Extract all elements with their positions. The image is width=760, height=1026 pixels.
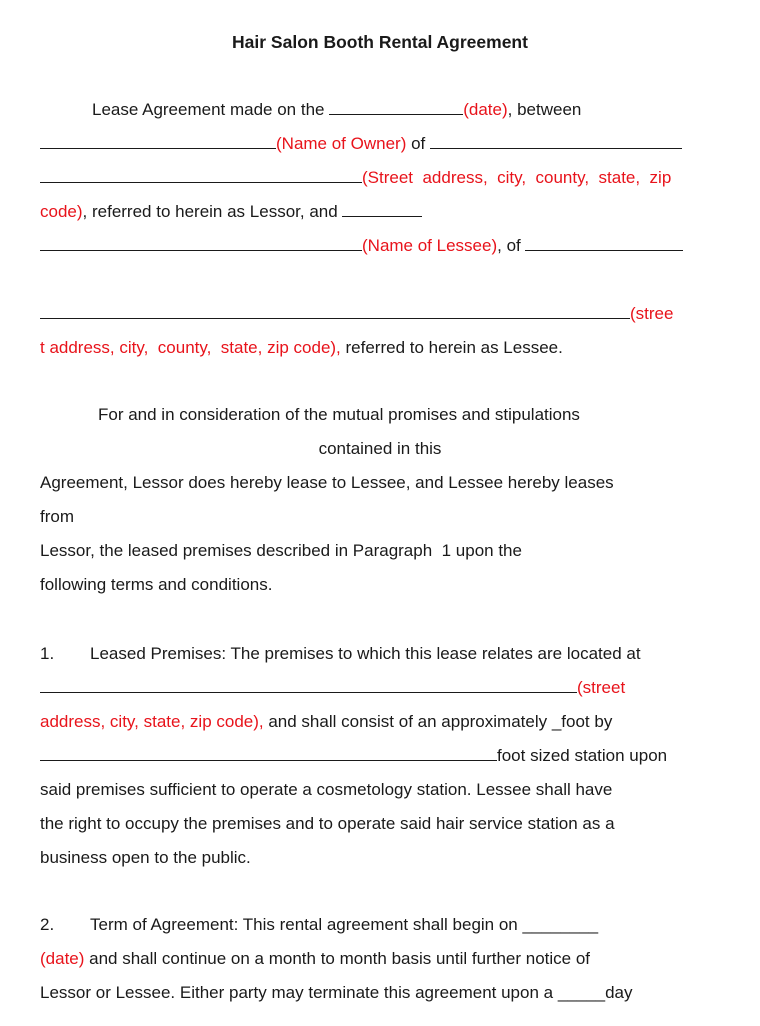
owner-address-placeholder: (Street address, city, county, state, zip <box>362 168 672 187</box>
consideration-line-2: contained in this <box>318 439 442 458</box>
consideration-line-4: from <box>40 507 74 526</box>
lessor-and-blank[interactable] <box>342 202 422 217</box>
section-2-heading: Term of Agreement: This rental agreement shall begin on ________ <box>90 915 599 934</box>
section-2-line-3: Lessor or Lessee. Either party may terminate this agreement upon a _____day <box>40 983 633 1002</box>
intro-line-3 <box>40 168 671 188</box>
consideration-line-6: following terms and conditions. <box>40 575 273 594</box>
consideration-line-1: For and in consideration of the mutual promises and stipulations <box>98 405 580 424</box>
section-1-line-2 <box>40 678 625 698</box>
section-1-line-4 <box>40 746 667 766</box>
intro-line-7 <box>40 338 563 358</box>
station-size-blank[interactable] <box>40 746 497 761</box>
lessee-name-placeholder: (Name of Lessee) <box>362 236 498 255</box>
intro-line-5 <box>40 236 683 256</box>
lessee-name-blank[interactable] <box>40 236 362 251</box>
section-1-line-3 <box>40 712 612 732</box>
section-1-heading: Leased Premises: The premises to which this lease relates are located at <box>90 644 641 663</box>
lessor-reference: , referred to herein as Lessor, and <box>82 202 343 221</box>
section-2-line-2 <box>40 949 590 969</box>
owner-of-blank[interactable] <box>430 134 682 149</box>
section-1-number: 1. <box>40 644 55 663</box>
section-1-line-5: said premises sufficient to operate a cosmetology station. Lessee shall have <box>40 780 613 799</box>
lessee-reference: referred to herein as Lessee. <box>340 338 563 357</box>
intro-line-2 <box>40 134 682 154</box>
lessee-of-blank[interactable] <box>525 236 683 251</box>
between-text: , between <box>507 100 582 119</box>
lessee-address-placeholder: (stree <box>630 304 674 323</box>
document-title: Hair Salon Booth Rental Agreement <box>232 32 528 52</box>
date-placeholder: (date) <box>463 100 508 119</box>
intro-text: Lease Agreement made on the <box>92 100 330 119</box>
intro-line-4 <box>40 202 422 222</box>
owner-address-cont: code) <box>40 202 83 221</box>
lessee-address-blank[interactable] <box>40 304 630 319</box>
owner-name-blank[interactable] <box>40 134 276 149</box>
date-blank[interactable] <box>329 100 463 115</box>
of-text-2: , of <box>497 236 526 255</box>
consideration-line-3: Agreement, Lessor does hereby lease to Lessee, and Lessee hereby leases <box>40 473 614 492</box>
section-1-line-6: the right to occupy the premises and to operate said hair service station as a <box>40 814 615 833</box>
section-1-size-text: and shall consist of an approximately _foot by <box>263 712 613 731</box>
premises-address-cont: address, city, state, zip code), <box>40 712 264 731</box>
intro-line-6 <box>40 304 673 324</box>
station-size-text: foot sized station upon <box>497 746 668 765</box>
premises-address-placeholder: (street <box>577 678 626 697</box>
section-2-number: 2. <box>40 915 55 934</box>
intro-line-1 <box>92 100 581 120</box>
start-date-placeholder: (date) <box>40 949 85 968</box>
of-text: of <box>406 134 430 153</box>
consideration-line-5: Lessor, the leased premises described in Paragraph 1 upon the <box>40 541 522 560</box>
section-2-term-text: and shall continue on a month to month basis until further notice of <box>84 949 591 968</box>
section-1-line-7: business open to the public. <box>40 848 251 867</box>
owner-address-blank[interactable] <box>40 168 362 183</box>
premises-address-blank[interactable] <box>40 678 577 693</box>
owner-name-placeholder: (Name of Owner) <box>276 134 407 153</box>
lessee-address-cont: t address, city, county, state, zip code), <box>40 338 341 357</box>
